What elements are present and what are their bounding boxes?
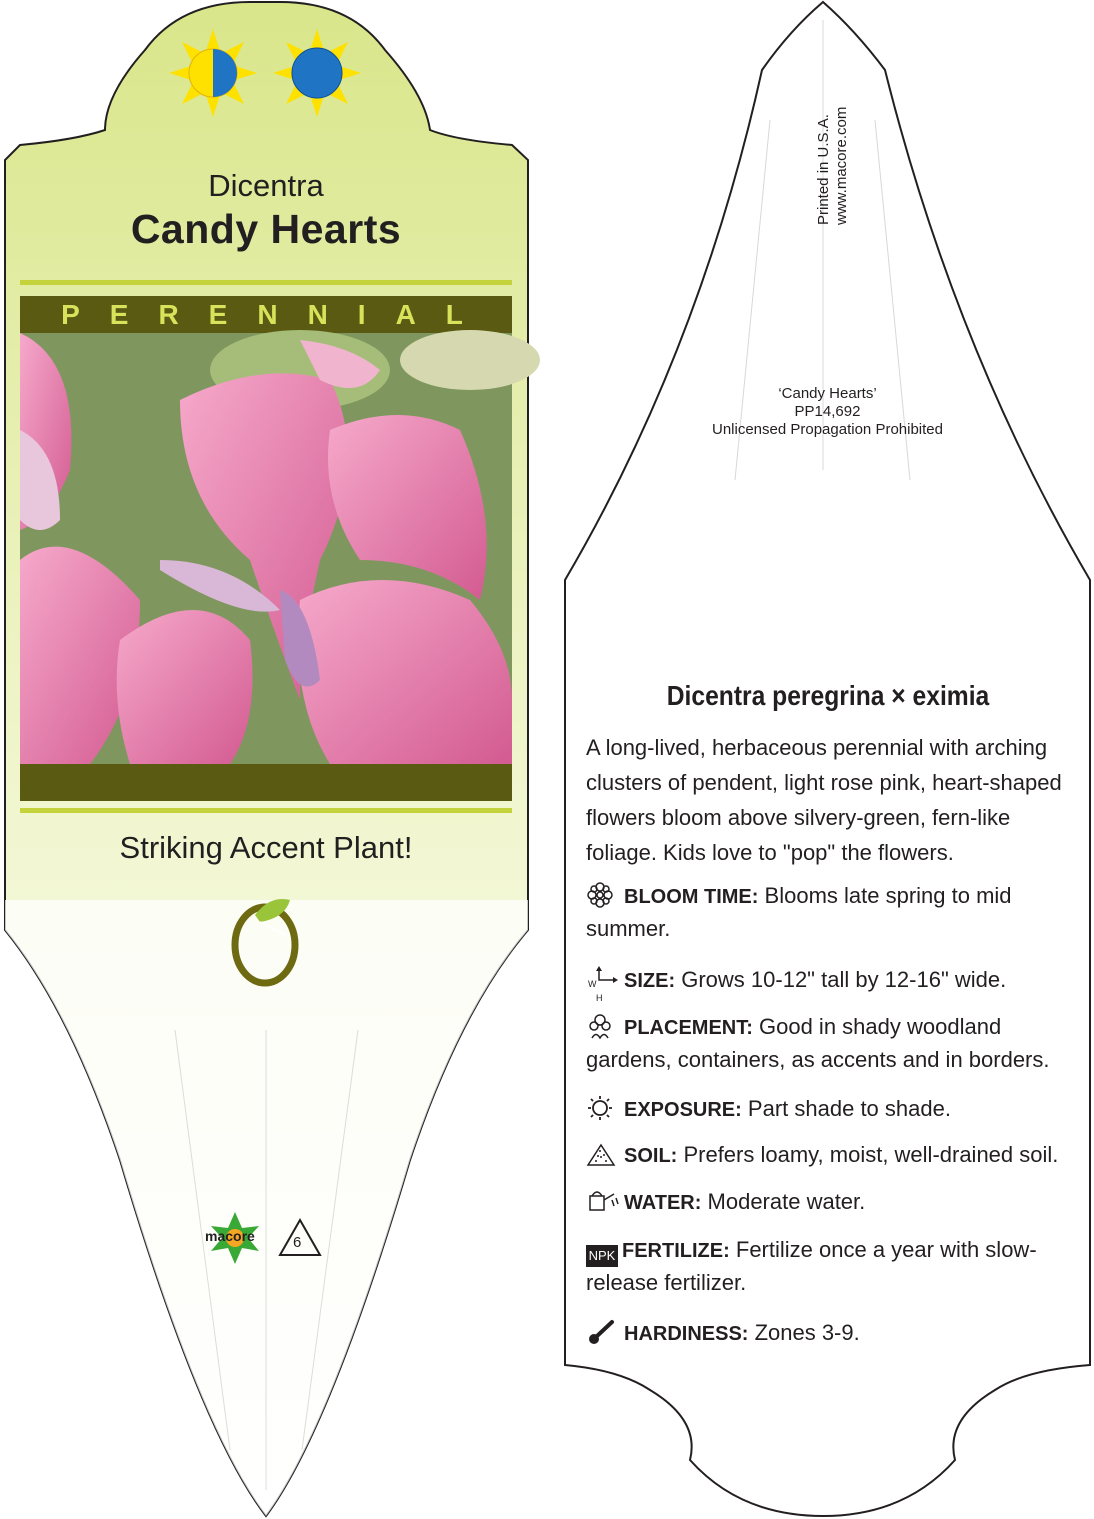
care-label: FERTILIZE: [622, 1240, 730, 1262]
care-text: Part shade to shade. [741, 1096, 951, 1121]
care-row-bloom-time [586, 880, 1086, 945]
care-row-exposure [586, 1093, 1086, 1126]
tagline: Striking Accent Plant! [119, 830, 413, 865]
watering-can-icon [586, 1188, 620, 1214]
size-arrows [586, 966, 620, 992]
printed-in: Printed in U.S.A. [815, 114, 832, 225]
care-text: Good in shady woodland gardens, containers, as accents and in borders. [586, 1014, 1050, 1072]
scientific-name: Dicentra peregrina × eximia [666, 680, 990, 711]
legal-block [640, 385, 1015, 439]
patent-number: PP14,692 [794, 403, 861, 420]
care-text: Moderate water. [701, 1189, 866, 1214]
flower-photo [20, 330, 540, 764]
care-label: PLACEMENT: [624, 1017, 753, 1039]
care-label: SOIL: [624, 1145, 678, 1167]
care-row-water [586, 1186, 1086, 1219]
care-text: Fertilize once a year with slow-release fertilizer. [586, 1237, 1037, 1295]
plant-category: PERENNIAL [61, 299, 493, 330]
care-row-fertilize [586, 1234, 1086, 1299]
propagation-notice: Unlicensed Propagation Prohibited [712, 421, 943, 438]
plant-description: A long-lived, herbaceous perennial with arching clusters of pendent, light rose pink, heart-shaped flowers bloom above silvery-green, fern-like foliage. Kids love to "pop" the flowers. [586, 735, 1062, 865]
recycle-number: 6 [293, 1234, 302, 1251]
care-label: BLOOM TIME: [624, 886, 759, 908]
npk-icon: NPK [586, 1245, 618, 1267]
care-text: Prefers loamy, moist, well-drained soil. [677, 1142, 1059, 1167]
genus-name: Dicentra [208, 168, 324, 203]
website: www.macore.com [833, 106, 850, 225]
care-label: WATER: [624, 1192, 702, 1214]
placement-icon [586, 1013, 620, 1039]
full-shade-icon [273, 29, 361, 117]
soil-icon [586, 1141, 620, 1167]
size-w-label: W [588, 979, 597, 989]
care-label: EXPOSURE: [624, 1099, 742, 1121]
care-row-hardiness [586, 1317, 1086, 1350]
care-text: Zones 3-9. [748, 1320, 860, 1345]
thermometer-icon [586, 1319, 620, 1345]
care-row-placement [586, 1011, 1086, 1076]
bottom-band [20, 764, 512, 801]
care-text: Blooms late spring to mid summer. [586, 883, 1012, 941]
care-text: Grows 10-12" tall by 12-16" wide. [675, 967, 1007, 992]
print-info [815, 107, 851, 225]
legal-cultivar: ‘Candy Hearts’ [778, 385, 877, 402]
brand-name: macore [205, 1228, 255, 1244]
flower-icon [586, 882, 620, 908]
care-row-soil [586, 1139, 1086, 1172]
size-icon [586, 966, 620, 1003]
care-label: SIZE: [624, 970, 676, 992]
cultivar-name: Candy Hearts [130, 206, 402, 252]
partial-sun-icon [169, 29, 257, 117]
care-label: HARDINESS: [624, 1323, 749, 1345]
sun-exposure-icon [586, 1095, 620, 1121]
care-row-size [586, 964, 1086, 1003]
size-h-label: H [596, 993, 603, 1003]
